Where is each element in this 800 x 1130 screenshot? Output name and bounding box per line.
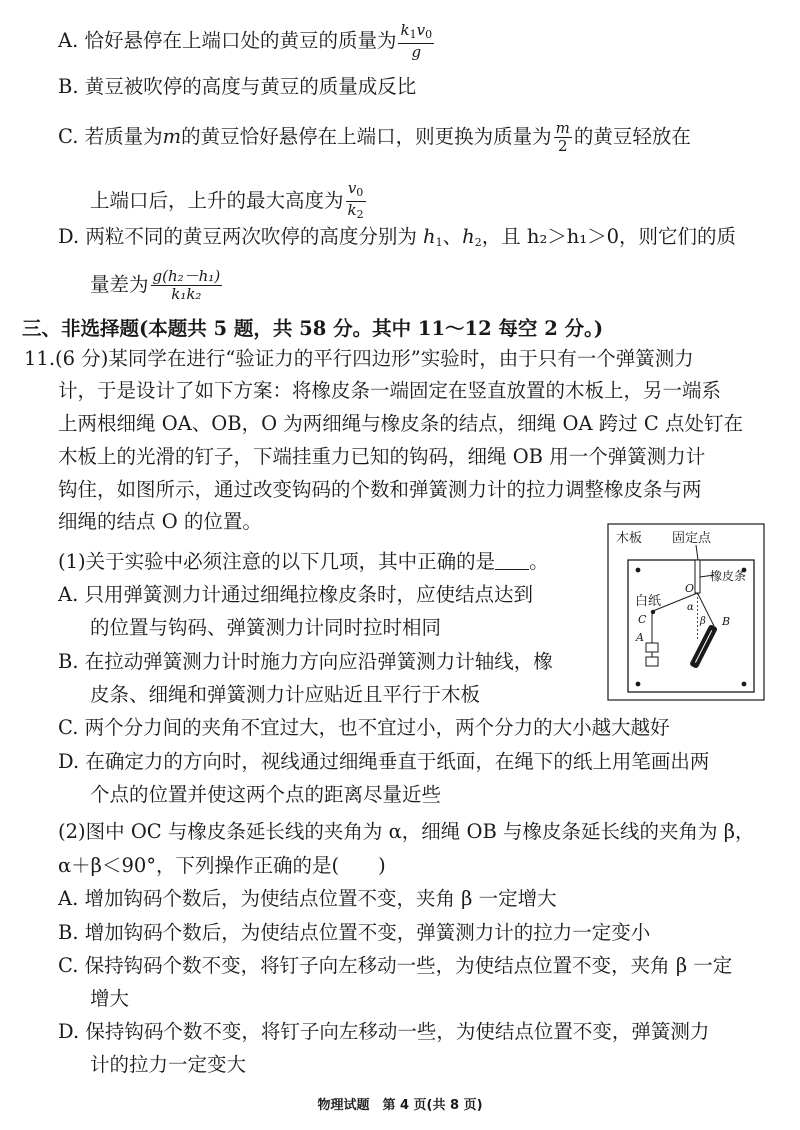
label-paper: 白纸 [635, 594, 662, 609]
page-footer: 物理试题 第 4 页(共 8 页) [317, 1098, 483, 1113]
q10-option-a [58, 22, 436, 61]
q10-option-c: C. 若质量为m的黄豆恰好悬停在上端口，则更换为质量为 $\frac{m}{2}$ 的黄豆轻放在 [58, 119, 691, 155]
q11-stem-line: 11.(6 分)某同学在进行“验证力的平行四边形”实验时，由于只有一个弹簧测力 [24, 347, 694, 370]
q11-part2-option-b: B. 增加钩码个数后，为使结点位置不变，弹簧测力计的拉力一定变小 [58, 921, 651, 944]
board-nail [742, 682, 747, 687]
rubber-band [695, 560, 700, 593]
q11-stem-line: 钩住，如图所示，通过改变钩码的个数和弹簧测力计的拉力调整橡皮条与两 [58, 478, 702, 501]
figure-frame [608, 524, 764, 700]
hook-weight [646, 643, 658, 652]
q10-option-b: B. 黄豆被吹停的高度与黄豆的质量成反比 [58, 75, 417, 98]
q11-part1-option-c: C. 两个分力间的夹角不宜过大，也不宜过小，两个分力的大小越大越好 [58, 716, 670, 739]
hook-weight [646, 657, 658, 666]
q11-part1-option-d-cont: 个点的位置并使这两个点的距离尽量近些 [90, 783, 442, 806]
q11-part2-line: (2)图中 OC 与橡皮条延长线的夹角为 α，细绳 OB 与橡皮条延长线的夹角为 β， [58, 820, 755, 843]
q11-stem-line: 上两根细绳 OA、OB，O 为两细绳与橡皮条的结点，细绳 OA 跨过 C 点处钉在 [58, 412, 744, 435]
answer-blank[interactable] [495, 551, 529, 570]
label-c: C [638, 613, 647, 626]
q11-part2-option-d: D. 保持钩码个数不变，将钉子向左移动一些，为使结点位置不变，弹簧测力 [58, 1020, 710, 1043]
q11-part2-option-c: C. 保持钩码个数不变，将钉子向左移动一些，为使结点位置不变，夹角 β 一定 [58, 954, 733, 977]
q11-part2-option-c-cont: 增大 [90, 987, 130, 1010]
fraction-m-over-2: $\frac{m}{2}$ [555, 119, 570, 155]
fraction-mass-difference: $\frac{\text{g(h₂－h₁)}}{\text{k₁k₂}}$ [152, 267, 221, 303]
spring-balance [689, 624, 718, 669]
option-text: A. 恰好悬停在上端口处的黄豆的质量为 [58, 29, 397, 52]
label-b: B [722, 615, 731, 628]
q11-part1-option-a: A. 只用弹簧测力计通过细绳拉橡皮条时，应使结点达到 [58, 583, 533, 606]
label-board: 木板 [616, 531, 643, 546]
q11-part1-prompt: (1)关于实验中必须注意的以下几项，其中正确的是 。 [58, 550, 549, 573]
label-a: A [636, 631, 644, 644]
q11-part1-option-d: D. 在确定力的方向时，视线通过细绳垂直于纸面，在绳下的纸上用笔画出两 [58, 750, 710, 773]
label-fixed-point: 固定点 [672, 531, 712, 546]
label-rubber: 橡皮条 [710, 569, 747, 583]
q10-option-d: D. 两粒不同的黄豆两次吹停的高度分别为 $h_1$、$h_2$，且 h₂＞h₁＞0，则它们的质 [58, 225, 737, 249]
q11-stem-line: 木板上的光滑的钉子，下端挂重力已知的钩码，细绳 OB 用一个弹簧测力计 [58, 445, 706, 468]
section-heading: 三、非选择题(本题共 5 题，共 58 分。其中 11～12 每空 2 分。) [22, 317, 604, 340]
nail-c [651, 610, 655, 614]
q11-part1-option-b-cont: 皮条、细绳和弹簧测力计应贴近且平行于木板 [90, 683, 481, 706]
fixed-point-pointer [696, 545, 698, 560]
q11-part1-option-a-cont: 的位置与钩码、弹簧测力计同时拉时相同 [90, 616, 442, 639]
q11-part2-option-d-cont: 计的拉力一定变大 [90, 1053, 247, 1076]
q11-part1-option-b: B. 在拉动弹簧测力计时施力方向应沿弹簧测力计轴线，橡 [58, 650, 553, 673]
q11-stem-line: 细绳的结点 O 的位置。 [58, 510, 262, 533]
label-o: O [685, 582, 695, 595]
label-beta: β [700, 616, 706, 627]
q11-stem-line: 计，于是设计了如下方案：将橡皮条一端固定在竖直放置的木板上，另一端系 [58, 379, 722, 402]
label-alpha: α [687, 602, 694, 613]
q10-option-c-line2: 上端口后，上升的最大高度为 $\frac{v_0}{k_2}$ [90, 179, 364, 221]
q11-part2-line: α＋β＜90°，下列操作正确的是( ) [58, 854, 386, 877]
q10-option-d-line2: 量差为 $\frac{\text{g(h₂－h₁)}}{\text{k₁k₂}}$ [90, 267, 221, 303]
fraction-k1v0-over-g: $\frac{k_1v_0}{g}$ [400, 21, 433, 61]
experiment-figure [606, 522, 766, 702]
q11-part2-option-a: A. 增加钩码个数后，为使结点位置不变，夹角 β 一定增大 [58, 887, 557, 910]
board-nail [636, 682, 641, 687]
fraction-v0-over-k2: $\frac{v_0}{k_2}$ [347, 179, 364, 221]
board-nail [636, 568, 641, 573]
